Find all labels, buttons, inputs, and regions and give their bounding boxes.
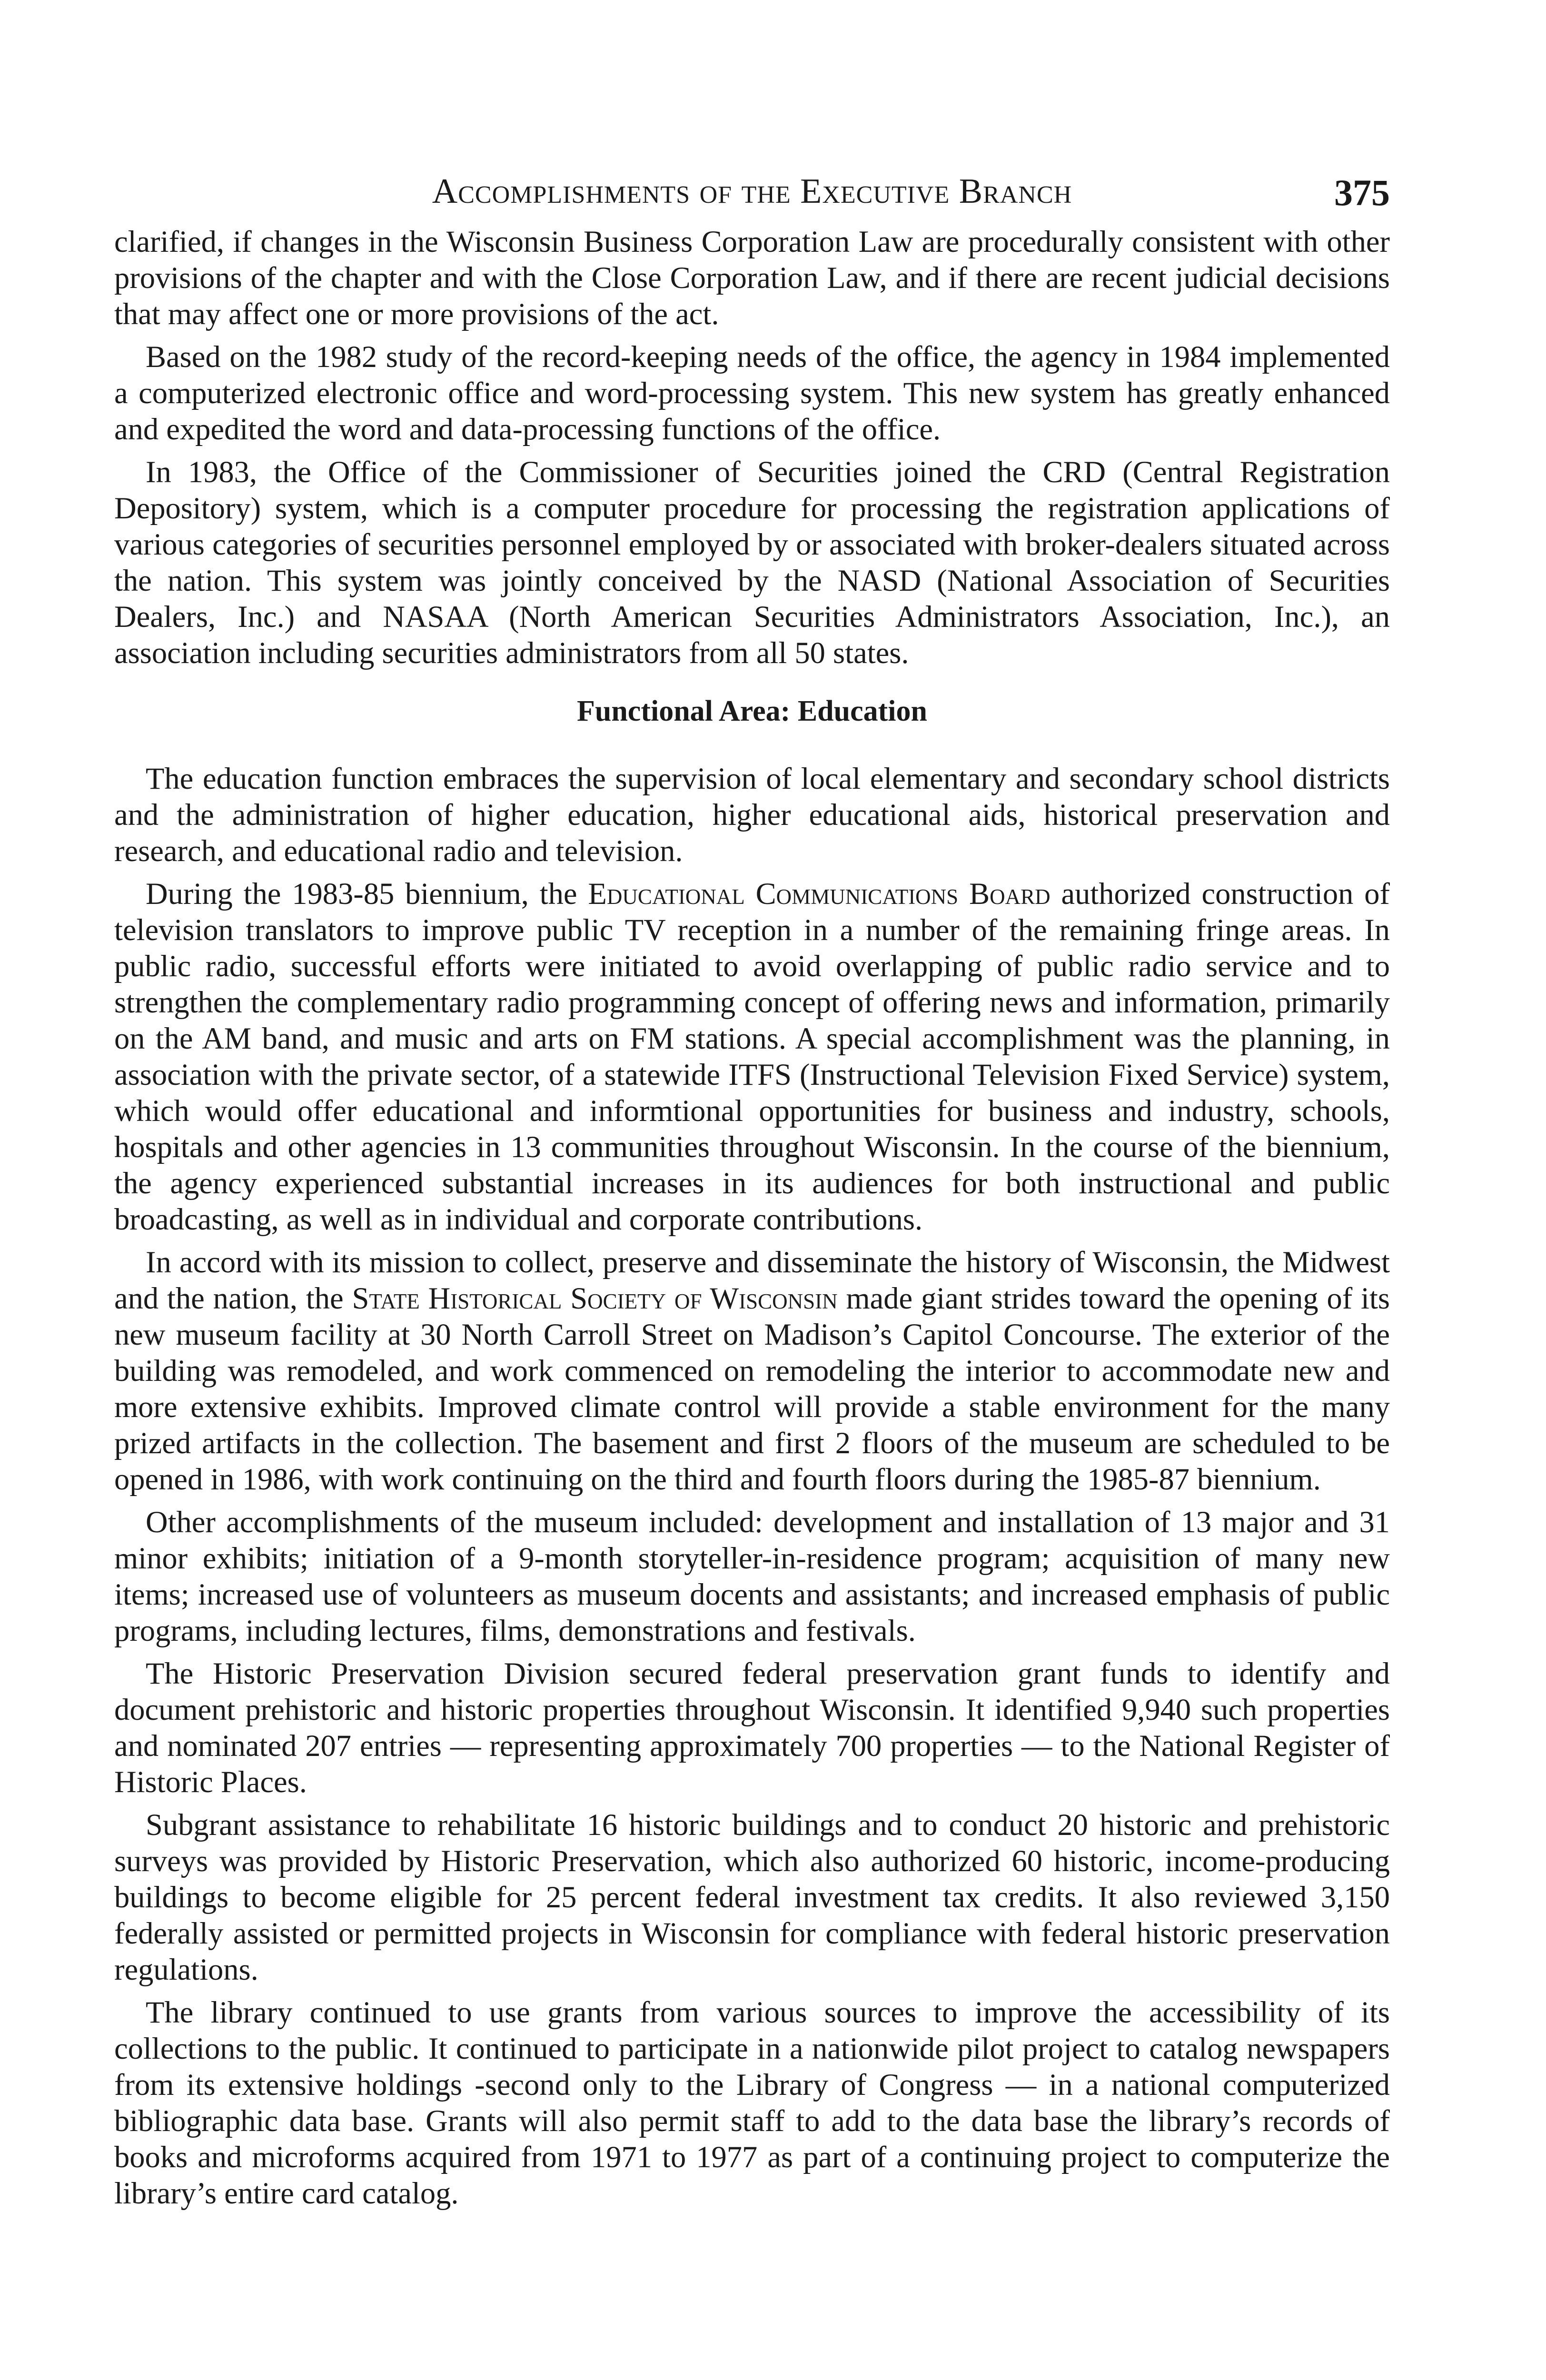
document-page	[114, 171, 1390, 2218]
paragraph-library: The library continued to use grants from various sources to improve the accessibility of its collections to the public. It continued to participate in a nationwide pilot project to catalog newspapers from its extensive holdings -second only to the Library of Congress — in a national computerized bibliographic data base. Grants will also permit staff to add to the data base the library’s records of books and microforms acquired from 1971 to 1977 as part of a continuing project to computerize the library’s entire card catalog.	[114, 1995, 1390, 2210]
shs-text-after: made giant strides toward the opening of its new museum facility at 30 North Carroll Street on Madison’s Capitol Concourse. The exterior of the building was remodeled, and work commenced on remodeling the interior to accommodate new and more extensive exhibits. Improved climate control will provide a stable environment for the many prized artifacts in the collection. The basement and first 2 floors of the museum are scheduled to be opened in 1986, with work continuing on the third and fourth floors during the 1985-87 biennium.	[114, 1281, 1390, 1496]
paragraph-continued: clarified, if changes in the Wisconsin Business Corporation Law are procedurally consistent with other provisions of the chapter and with the Close Corporation Law, and if there are recent judicial decisions that may affect one or more provisions of the act.	[114, 225, 1390, 331]
running-title: Accomplishments of the Executive Branch	[432, 172, 1072, 211]
section-heading-education: Functional Area: Education	[576, 695, 928, 727]
ecb-text-before: During the 1983-85 biennium, the	[146, 877, 588, 911]
paragraph-education-function: The education function embraces the supervision of local elementary and secondary school districts and the administration of higher education, higher educational aids, historical preservation and research, and educational radio and television.	[114, 762, 1390, 868]
ecb-agency-name: Educational Communications Board	[588, 877, 1050, 911]
paragraph-historical-society	[114, 1244, 1390, 1497]
paragraph-crd-system: In 1983, the Office of the Commissioner of Securities joined the CRD (Central Registration Depository) system, which is a computer procedure for processing the registration applications of various categories of securities personnel employed by or associated with broker-dealers situated across the nation. This system was jointly conceived by the NASD (National Association of Securities Dealers, Inc.) and NASAA (North American Securities Administrators Association, Inc.), an association including securities administrators from all 50 states.	[114, 455, 1390, 670]
shs-text-before: In accord with its mission to collect, preserve and disseminate the history of Wisconsin, the Midwest and the nation, the	[114, 1245, 1390, 1315]
paragraph-record-keeping: Based on the 1982 study of the record-keeping needs of the office, the agency in 1984 implemented a computerized electronic office and word-processing system. This new system has greatly enhanced and expedited the word and data-processing functions of the office.	[114, 340, 1390, 446]
page-number: 375	[1334, 172, 1390, 213]
running-header	[114, 171, 1390, 224]
paragraph-historic-preservation: The Historic Preservation Division secured federal preservation grant funds to identify and document prehistoric and historic properties throughout Wisconsin. It identified 9,940 such properties and nominated 207 entries — representing approximately 700 properties — to the National Register of Historic Places.	[114, 1656, 1390, 1799]
ecb-text-after: authorized construction of television translators to improve public TV reception in a number of the remaining fringe areas. In public radio, successful efforts were initiated to avoid overlapping of public radio service and to strengthen the complementary radio programming concept of offering news and information, primarily on the AM band, and music and arts on FM stations. A special accomplishment was the planning, in association with the private sector, of a statewide ITFS (Instructional Television Fixed Service) system, which would offer educational and informtional opportunities for business and industry, schools, hospitals and other agencies in 13 communities throughout Wisconsin. In the course of the biennium, the agency experienced substantial increases in its audiences for both instructional and public broadcasting, as well as in individual and corporate contributions.	[114, 877, 1390, 1236]
paragraph-ecb	[114, 876, 1390, 1238]
paragraph-museum-accomplishments: Other accomplishments of the museum included: development and installation of 13 major and 31 minor exhibits; initiation of a 9-month storyteller-in-residence program; acquisition of many new items; increased use of volunteers as museum docents and assistants; and increased emphasis of public programs, including lectures, films, demonstrations and festivals.	[114, 1505, 1390, 1647]
shs-agency-name: State Historical Society of Wisconsin	[352, 1281, 838, 1315]
paragraph-subgrant-assistance: Subgrant assistance to rehabilitate 16 historic buildings and to conduct 20 historic and prehistoric surveys was provided by Historic Preservation, which also authorized 60 historic, income-producing buildings to become eligible for 25 percent federal investment tax credits. It also reviewed 3,150 federally assisted or permitted projects in Wisconsin for compliance with federal historic preservation regulations.	[114, 1808, 1390, 1986]
